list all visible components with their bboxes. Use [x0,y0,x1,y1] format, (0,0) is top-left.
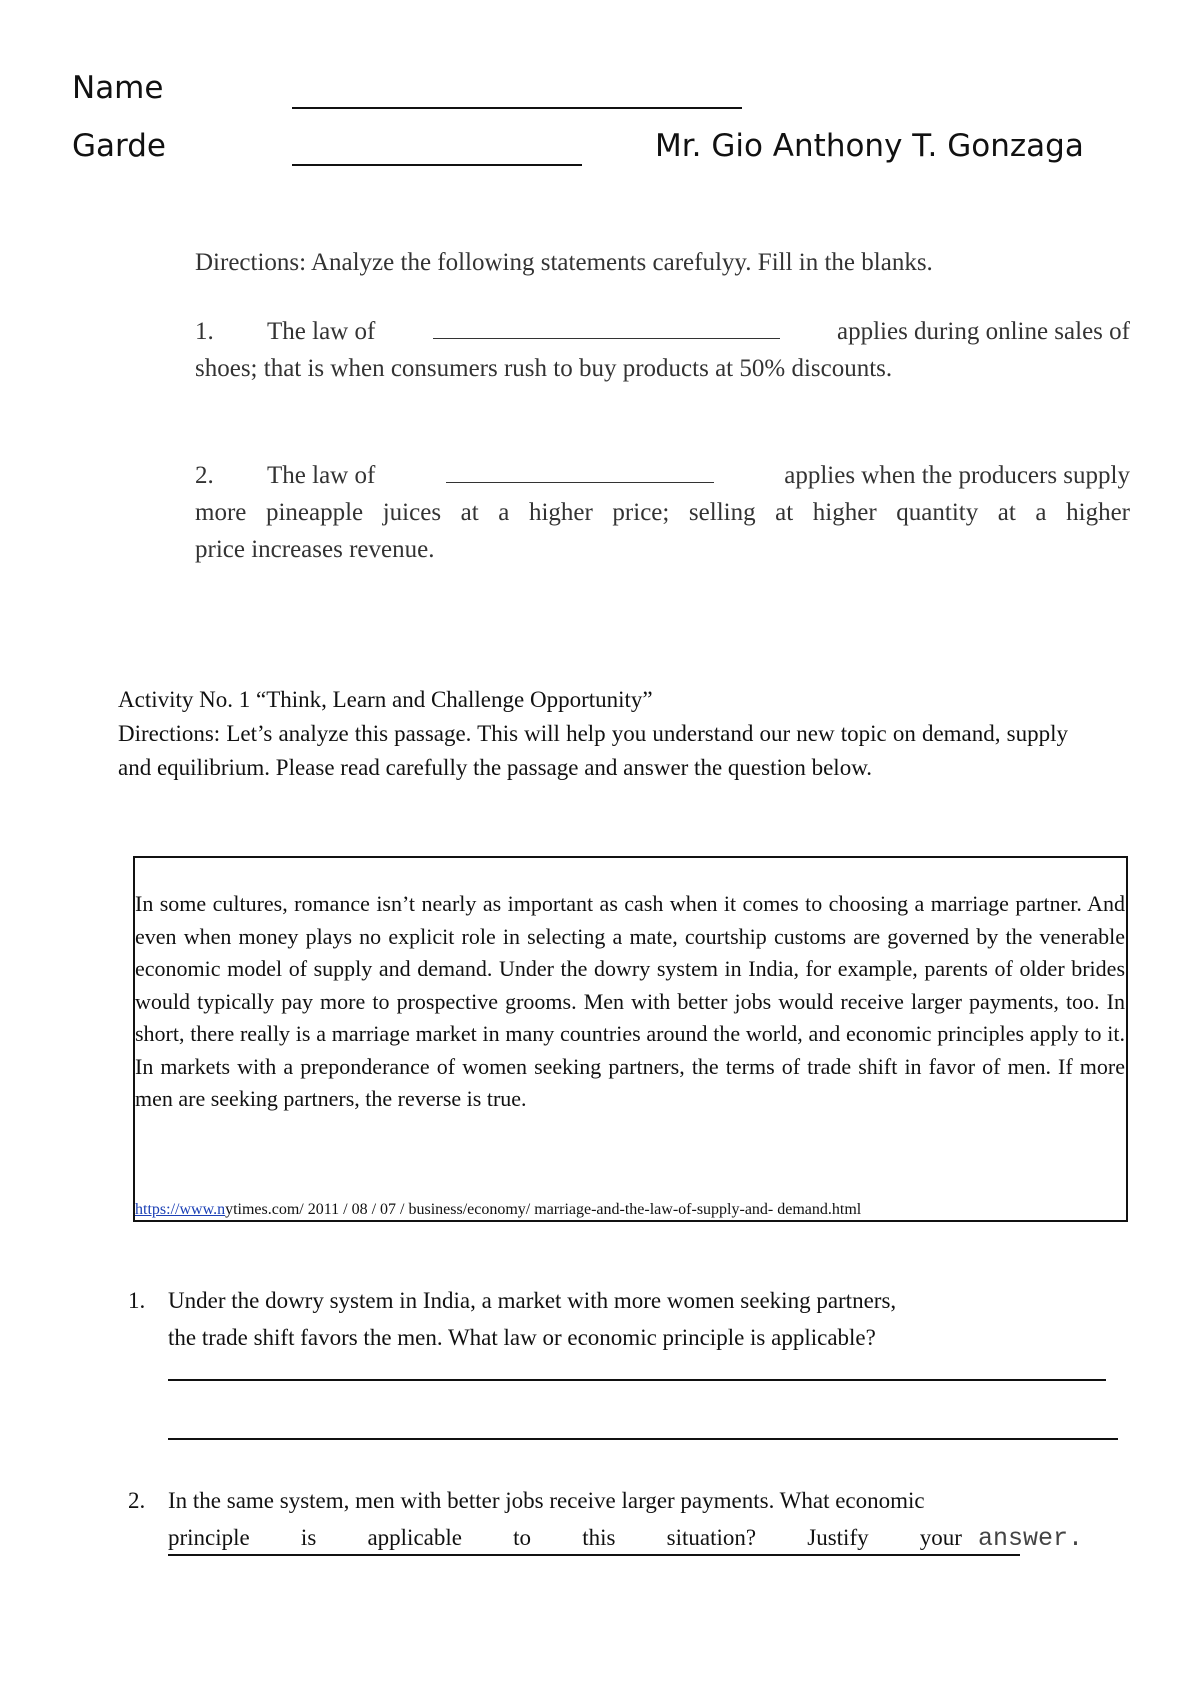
source-link-rest[interactable]: ytimes.com/ 2011 / 08 / 07 / business/economy/ marriage-and-the-law-of-supply-and- demand.html [225,1201,862,1218]
question-text: Under the dowry system in India, a market with more women seeking partners, [168,1288,897,1313]
directions-item-1 [195,313,1130,387]
item-text: shoes; that is when consumers rush to buy products at 50% discounts. [195,355,893,382]
passage-source[interactable] [135,1201,861,1219]
item-text: more pineapple juices at a higher price; selling at higher quantity at a higher [195,499,1130,526]
question-text-line2 [168,1519,1083,1557]
fill-blank-2[interactable] [446,460,714,483]
question-text-mono: answer. [977,1524,1083,1553]
answer-line-1b[interactable] [168,1438,1118,1440]
directions-text: Directions: Analyze the following statements carefulyy. Fill in the blanks. [195,249,933,276]
fill-blank-1[interactable] [433,316,780,339]
question-2 [128,1482,1088,1562]
item-text: The law of [267,318,376,345]
item-number: 1. [195,318,214,345]
name-blank[interactable] [292,107,742,109]
item-text: applies when the producers supply [784,462,1130,489]
question-1 [128,1282,1088,1362]
activity-directions: Directions: Let’s analyze this passage. This will help you understand our new topic on demand, supply and equilibrium. Please read carefully the passage and answer the question below. [118,721,1068,780]
item-text: price increases revenue. [195,536,435,563]
passage-text: In some cultures, romance isn’t nearly as important as cash when it comes to choosing a marriage partner. And even when money plays no explicit role in selecting a mate, courtship customs are governed by the venerable economic model of supply and demand. Under the dowry system in India, for example, parents of older brides would typically pay more to prospective grooms. Men with better jobs would receive larger payments, too. In short, there really is a marriage market in many countries around the world, and economic principles apply to it. In markets with a preponderance of women seeking partners, the terms of trade shift in favor of men. If more men are seeking partners, the reverse is true. [135,891,1125,1111]
activity-title: Activity No. 1 “Think, Learn and Challenge Opportunity” [118,687,653,712]
question-text: In the same system, men with better jobs receive larger payments. What economic [168,1488,925,1513]
answer-line-1a[interactable] [168,1379,1106,1381]
directions-item-2 [195,457,1130,568]
item-text: applies during online sales of [836,318,1130,345]
answer-line-2[interactable] [168,1554,1020,1556]
item-number: 2. [195,462,214,489]
teacher-name: Mr. Gio Anthony T. Gonzaga [655,128,1084,164]
question-number: 1. [128,1288,146,1313]
question-text: the trade shift favors the men. What law or economic principle is applicable? [168,1325,876,1350]
grade-label: Garde [72,128,166,164]
question-text: principle is applicable to this situation? Justify your [168,1525,962,1550]
name-label: Name [72,70,164,106]
item-text: The law of [267,462,376,489]
question-number: 2. [128,1488,146,1513]
source-link[interactable]: https://www.n [135,1201,226,1218]
grade-blank[interactable] [292,164,582,166]
